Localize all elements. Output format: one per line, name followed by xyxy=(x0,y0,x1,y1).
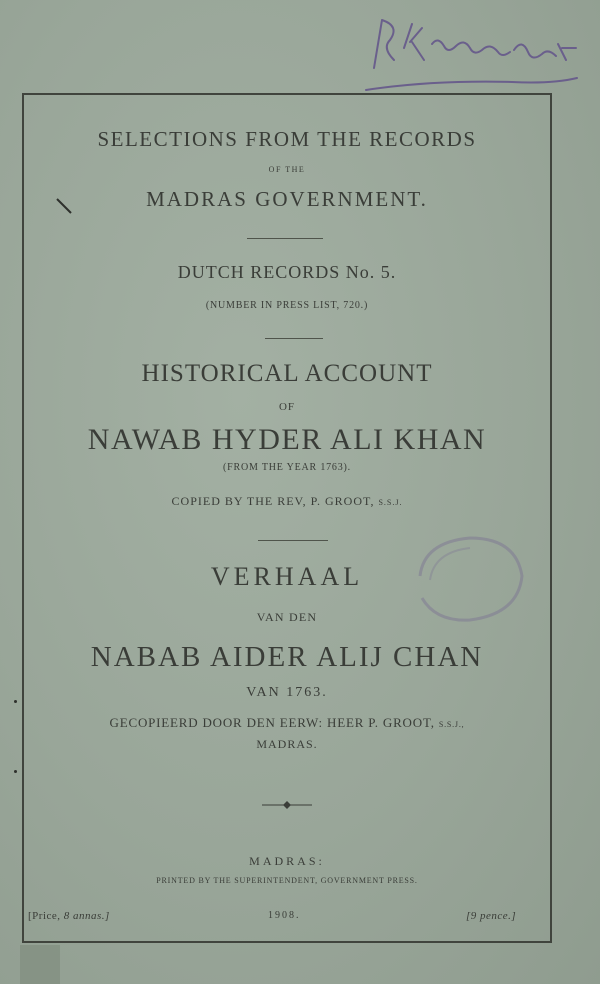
margin-dot xyxy=(14,770,17,773)
heading-selections: SELECTIONS FROM THE RECORDS xyxy=(97,127,477,151)
dutch-year: VAN 1763. xyxy=(246,685,328,700)
dutch-subject: NABAB AIDER ALIJ CHAN xyxy=(90,641,484,673)
press-list-label: (NUMBER IN PRESS LIST, 720.) xyxy=(205,300,369,311)
heading-of-the: OF THE xyxy=(268,165,306,174)
divider-rule xyxy=(265,338,323,339)
publication-year: 1908. xyxy=(268,910,301,921)
paper-stain xyxy=(20,945,60,984)
dutch-copied-by xyxy=(22,715,552,731)
price-right-value: [9 pence.] xyxy=(466,910,517,922)
margin-dot xyxy=(14,700,17,703)
divider-rule xyxy=(258,540,328,541)
price-left xyxy=(28,910,110,922)
english-copied-by xyxy=(22,494,552,509)
english-year: (FROM THE YEAR 1763). xyxy=(223,462,351,473)
english-subject: NAWAB HYDER ALI KHAN xyxy=(87,423,487,456)
border-frame xyxy=(22,93,552,943)
price-left-prefix: [Price, xyxy=(28,910,61,922)
dutch-copied-text: GECOPIEERD DOOR DEN EERW: HEER P. GROOT, xyxy=(109,715,435,730)
english-copied-suffix: S.S.J. xyxy=(378,498,403,507)
dutch-place: MADRAS. xyxy=(256,737,318,751)
heading-madras-government: MADRAS GOVERNMENT. xyxy=(146,187,428,211)
english-copied-text: COPIED BY THE REV, P. GROOT, xyxy=(171,494,375,508)
ornament-rule-icon xyxy=(262,799,312,811)
dutch-title: VERHAAL xyxy=(210,562,364,591)
dutch-van-den: VAN DEN xyxy=(256,610,318,624)
imprint-place: MADRAS: xyxy=(249,854,325,868)
signature xyxy=(352,8,587,98)
english-title: HISTORICAL ACCOUNT xyxy=(141,360,433,387)
dutch-copied-suffix: S.S.J., xyxy=(438,720,465,729)
price-right xyxy=(466,910,516,922)
imprint-printer: PRINTED BY THE SUPERINTENDENT, GOVERNMENT PRESS. xyxy=(156,876,418,885)
english-of: OF xyxy=(278,401,296,413)
series-label: DUTCH RECORDS No. 5. xyxy=(177,262,397,282)
price-left-value: 8 annas.] xyxy=(63,910,110,922)
divider-rule xyxy=(247,238,323,239)
